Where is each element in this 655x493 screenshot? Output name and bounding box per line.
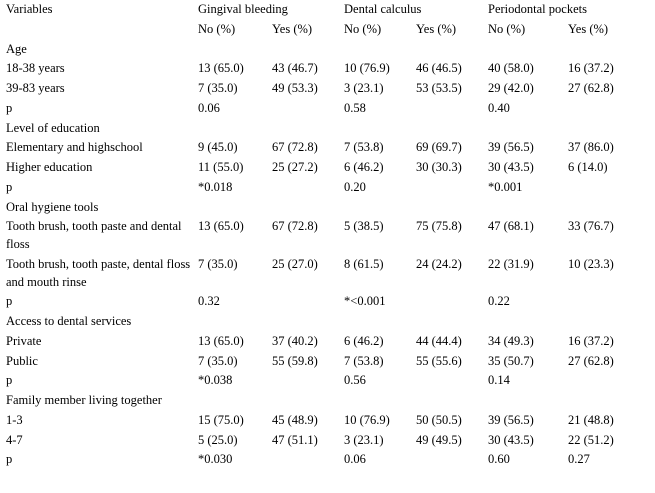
cell: 7 (35.0) bbox=[198, 353, 238, 368]
cell bbox=[272, 198, 344, 218]
cell: 22 (51.2) bbox=[568, 432, 614, 447]
cell bbox=[568, 371, 649, 391]
cell: 55 (59.8) bbox=[272, 353, 318, 368]
row-label: Oral hygiene tools bbox=[6, 199, 99, 214]
cell: 67 (72.8) bbox=[272, 219, 318, 234]
cell bbox=[198, 119, 272, 139]
header-group-1: Dental calculus bbox=[344, 2, 422, 16]
cell: 47 (51.1) bbox=[272, 432, 318, 447]
cell: 40 (58.0) bbox=[488, 61, 534, 76]
cell bbox=[272, 292, 344, 312]
cell: 49 (49.5) bbox=[416, 432, 462, 447]
cell: 37 (86.0) bbox=[568, 140, 614, 155]
row-label: 1-3 bbox=[6, 412, 23, 427]
cell: 24 (24.2) bbox=[416, 256, 462, 271]
table-row bbox=[6, 59, 649, 79]
cell bbox=[416, 119, 488, 139]
cell: *0.018 bbox=[198, 179, 233, 194]
table-row bbox=[6, 431, 649, 451]
cell bbox=[568, 178, 649, 198]
p-value-row bbox=[6, 99, 649, 119]
row-label: p bbox=[6, 294, 13, 309]
row-label: Age bbox=[6, 41, 27, 56]
cell: 22 (31.9) bbox=[488, 256, 534, 271]
cell: 0.20 bbox=[344, 179, 366, 194]
cell: 13 (65.0) bbox=[198, 333, 244, 348]
statistics-table bbox=[6, 0, 649, 470]
cell: 0.14 bbox=[488, 373, 510, 388]
cell bbox=[416, 371, 488, 391]
row-label: Family member living together bbox=[6, 393, 162, 407]
row-label: Private bbox=[6, 333, 42, 348]
cell: 30 (43.5) bbox=[488, 432, 534, 447]
cell: 16 (37.2) bbox=[568, 61, 614, 76]
row-label: p bbox=[6, 452, 13, 467]
section-row bbox=[6, 391, 649, 411]
cell bbox=[568, 312, 649, 332]
section-row bbox=[6, 198, 649, 218]
row-label: p bbox=[6, 373, 13, 388]
cell: 33 (76.7) bbox=[568, 219, 614, 234]
row-label: Higher education bbox=[6, 160, 93, 174]
row-label: 4-7 bbox=[6, 432, 23, 447]
cell: 6 (46.2) bbox=[344, 160, 384, 174]
cell: 53 (53.5) bbox=[416, 81, 462, 95]
table-row bbox=[6, 79, 649, 99]
cell: 7 (53.8) bbox=[344, 353, 384, 368]
cell: 16 (37.2) bbox=[568, 333, 614, 348]
header-subcol-2-1: Yes (%) bbox=[568, 21, 609, 36]
cell: *0.001 bbox=[488, 179, 523, 194]
cell bbox=[416, 292, 488, 312]
header-subcol-0-0: No (%) bbox=[198, 21, 236, 36]
cell bbox=[344, 119, 416, 139]
cell bbox=[488, 40, 568, 60]
cell bbox=[416, 450, 488, 470]
table-row bbox=[6, 411, 649, 431]
table-row bbox=[6, 217, 649, 255]
cell: 13 (65.0) bbox=[198, 219, 244, 234]
cell: 6 (14.0) bbox=[568, 160, 608, 174]
header-subcol-2-0: No (%) bbox=[488, 21, 526, 36]
cell: 30 (30.3) bbox=[416, 160, 462, 174]
table-row bbox=[6, 255, 649, 293]
cell: 39 (56.5) bbox=[488, 140, 534, 155]
row-label: 39-83 years bbox=[6, 81, 65, 95]
cell: 43 (46.7) bbox=[272, 61, 318, 76]
cell: 0.06 bbox=[344, 452, 366, 467]
cell: 0.32 bbox=[198, 294, 220, 309]
cell bbox=[344, 312, 416, 332]
cell bbox=[272, 99, 344, 119]
cell: 37 (40.2) bbox=[272, 333, 318, 348]
cell: 0.58 bbox=[344, 100, 366, 115]
cell: 39 (56.5) bbox=[488, 412, 534, 427]
p-value-row bbox=[6, 371, 649, 391]
cell: 44 (44.4) bbox=[416, 333, 462, 348]
cell: 34 (49.3) bbox=[488, 333, 534, 348]
row-label: Level of education bbox=[6, 120, 100, 135]
cell: 7 (35.0) bbox=[198, 256, 238, 271]
cell bbox=[272, 312, 344, 332]
cell bbox=[488, 119, 568, 139]
table-row bbox=[6, 158, 649, 178]
cell bbox=[198, 391, 272, 411]
cell: 9 (45.0) bbox=[198, 140, 238, 155]
cell bbox=[568, 198, 649, 218]
header-variables: Variables bbox=[6, 2, 53, 16]
section-row bbox=[6, 119, 649, 139]
cell bbox=[488, 312, 568, 332]
cell: 5 (38.5) bbox=[344, 219, 384, 234]
cell: *0.038 bbox=[198, 373, 233, 388]
cell bbox=[344, 40, 416, 60]
cell bbox=[568, 391, 649, 411]
cell: 0.40 bbox=[488, 100, 510, 115]
cell: 21 (48.8) bbox=[568, 412, 614, 427]
cell: 0.60 bbox=[488, 452, 510, 467]
row-label: 18-38 years bbox=[6, 61, 65, 76]
cell bbox=[488, 198, 568, 218]
row-label: Public bbox=[6, 353, 38, 368]
cell bbox=[416, 178, 488, 198]
cell bbox=[416, 198, 488, 218]
cell: 27 (62.8) bbox=[568, 81, 614, 95]
header-group-2: Periodontal pockets bbox=[488, 2, 587, 16]
p-value-row bbox=[6, 450, 649, 470]
cell: 6 (46.2) bbox=[344, 333, 384, 348]
header-subcol-1-0: No (%) bbox=[344, 21, 382, 36]
cell: 0.56 bbox=[344, 373, 366, 388]
cell bbox=[416, 312, 488, 332]
cell bbox=[568, 119, 649, 139]
p-value-row bbox=[6, 178, 649, 198]
cell: 7 (35.0) bbox=[198, 81, 238, 95]
header-group-0: Gingival bleeding bbox=[198, 2, 288, 16]
header-subcol-0-1: Yes (%) bbox=[272, 21, 313, 36]
cell bbox=[272, 40, 344, 60]
cell: 35 (50.7) bbox=[488, 353, 534, 368]
cell: *0.030 bbox=[198, 452, 233, 467]
header-spacer bbox=[6, 20, 198, 40]
row-label: Access to dental services bbox=[6, 314, 132, 328]
table-row bbox=[6, 332, 649, 352]
cell: *<0.001 bbox=[344, 294, 386, 309]
section-row bbox=[6, 312, 649, 332]
cell: 75 (75.8) bbox=[416, 219, 462, 234]
table-row bbox=[6, 138, 649, 158]
cell: 67 (72.8) bbox=[272, 140, 318, 155]
cell bbox=[568, 292, 649, 312]
cell: 10 (76.9) bbox=[344, 61, 390, 76]
cell: 47 (68.1) bbox=[488, 219, 534, 234]
cell bbox=[416, 40, 488, 60]
cell: 25 (27.2) bbox=[272, 160, 318, 174]
cell bbox=[568, 99, 649, 119]
cell: 27 (62.8) bbox=[568, 353, 614, 368]
cell: 50 (50.5) bbox=[416, 412, 462, 427]
cell bbox=[272, 391, 344, 411]
cell bbox=[198, 312, 272, 332]
cell: 45 (48.9) bbox=[272, 412, 318, 427]
cell bbox=[198, 40, 272, 60]
cell: 10 (23.3) bbox=[568, 256, 614, 271]
cell: 0.22 bbox=[488, 294, 510, 309]
cell bbox=[198, 198, 272, 218]
table-header-subcolumns bbox=[6, 20, 649, 40]
cell: 46 (46.5) bbox=[416, 61, 462, 76]
cell: 15 (75.0) bbox=[198, 412, 244, 427]
cell: 5 (25.0) bbox=[198, 432, 238, 447]
cell: 0.06 bbox=[198, 100, 220, 115]
cell: 0.27 bbox=[568, 452, 590, 467]
cell bbox=[488, 391, 568, 411]
header-subcol-1-1: Yes (%) bbox=[416, 21, 457, 36]
row-label: Tooth brush, tooth paste and dental floss bbox=[6, 219, 182, 251]
cell: 55 (55.6) bbox=[416, 353, 462, 368]
cell: 13 (65.0) bbox=[198, 61, 244, 76]
cell: 8 (61.5) bbox=[344, 256, 384, 271]
cell bbox=[416, 391, 488, 411]
cell: 11 (55.0) bbox=[198, 160, 244, 174]
cell: 30 (43.5) bbox=[488, 160, 534, 174]
row-label: p bbox=[6, 100, 13, 115]
cell: 7 (53.8) bbox=[344, 140, 384, 155]
cell: 10 (76.9) bbox=[344, 412, 390, 427]
cell: 25 (27.0) bbox=[272, 256, 318, 271]
cell bbox=[272, 371, 344, 391]
cell: 3 (23.1) bbox=[344, 432, 384, 447]
cell bbox=[272, 450, 344, 470]
row-label: p bbox=[6, 179, 13, 194]
section-row bbox=[6, 40, 649, 60]
table-body bbox=[6, 0, 649, 470]
cell: 69 (69.7) bbox=[416, 140, 462, 155]
row-label: Elementary and highschool bbox=[6, 140, 143, 155]
cell bbox=[568, 40, 649, 60]
cell bbox=[272, 178, 344, 198]
cell bbox=[416, 99, 488, 119]
p-value-row bbox=[6, 292, 649, 312]
cell bbox=[272, 119, 344, 139]
cell: 29 (42.0) bbox=[488, 81, 534, 95]
cell: 49 (53.3) bbox=[272, 81, 318, 95]
cell bbox=[344, 391, 416, 411]
cell: 3 (23.1) bbox=[344, 81, 384, 95]
table-row bbox=[6, 352, 649, 372]
table-header-groups bbox=[6, 0, 649, 20]
row-label: Tooth brush, tooth paste, dental floss and mouth rinse bbox=[6, 256, 191, 289]
cell bbox=[344, 198, 416, 218]
